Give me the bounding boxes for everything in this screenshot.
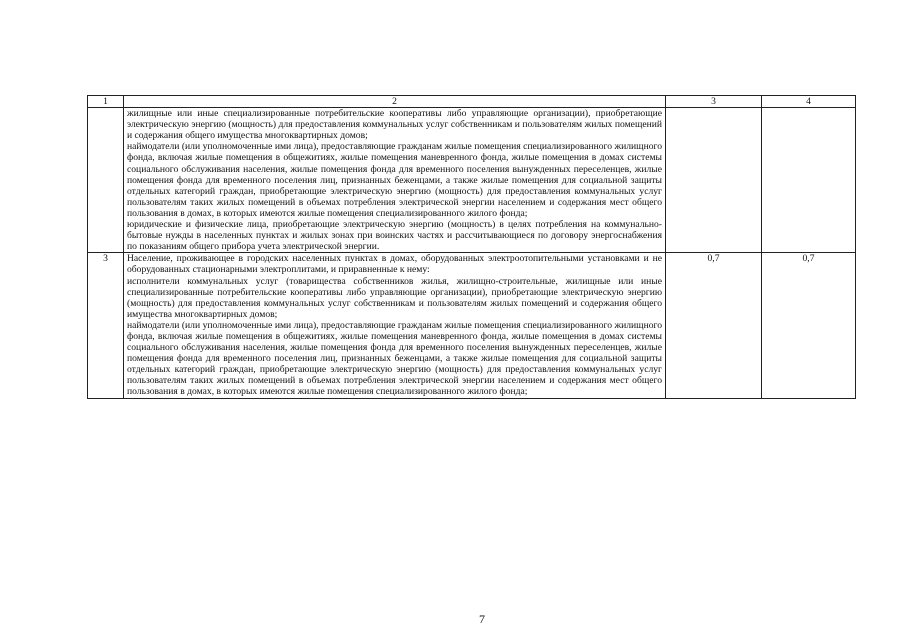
page-number: 7 — [479, 612, 485, 626]
table-header-row — [88, 96, 856, 108]
row-3-description — [124, 253, 666, 398]
paragraph: жилищные или иные специализированные потребительские кооперативы либо управляющие организации), приобретающие электрическую энергию (мощность) для предоставления коммунальных услуг собственникам и пользователям жилых помещений и содержания общего имущества многоквартирных домов; — [127, 108, 662, 142]
row-continued-col3 — [666, 108, 762, 253]
header-col-2: 2 — [124, 96, 666, 108]
row-continued-number — [88, 108, 124, 253]
paragraph: исполнители коммунальных услуг (товарищества собственников жилья, жилищно-строительные, жилищные или иные специализированные потребительские кооперативы либо управляющие организации), приобретающие электрическую энергию (мощность) для предоставления коммунальных услуг собственникам и пользователям жилых помещений и содержания общего имущества многоквартирных домов; — [127, 275, 662, 320]
paragraph: наймодатели (или уполномоченные ими лица), предоставляющие гражданам жилые помещения специализированного жилищного фонда, включая жилые помещения в общежитиях, жилые помещения маневренного фонда, жилые помещения в домах системы социального обслуживания населения, жилые помещения фонда для временного поселения вынужденных переселенцев, жилые помещения фонда для временного поселения лиц, признанных беженцами, а также жилые помещения для социальной защиты отдельных категорий граждан, приобретающие электрическую энергию (мощность) для предоставления коммунальных услуг пользователям таких жилых помещений в объемах потребления электрической энергии населением и содержания мест общего пользования в домах, в которых имеются жилые помещения специализированного жилого фонда; — [127, 141, 662, 219]
row-3-col3-value: 0,7 — [666, 253, 762, 398]
table-row-continued — [88, 108, 856, 253]
paragraph: юридические и физические лица, приобретающие электрическую энергию (мощность) в целях потребления на коммунально-бытовые нужды в населенных пунктах и жилых зонах при воинских частях и рассчитывающиеся по договору энергоснабжения по показаниям общего прибора учета электрической энергии. — [127, 219, 662, 253]
paragraph: наймодатели (или уполномоченные ими лица), предоставляющие гражданам жилые помещения специализированного жилищного фонда, включая жилые помещения в общежитиях, жилые помещения маневренного фонда, жилые помещения в домах системы социального обслуживания населения, жилые помещения фонда для временного поселения вынужденных переселенцев, жилые помещения фонда для временного поселения лиц, признанных беженцами, а также жилые помещения для социальной защиты отдельных категорий граждан, приобретающие электрическую энергию (мощность) для предоставления коммунальных услуг пользователям таких жилых помещений в объемах потребления электрической энергии населением и содержания мест общего пользования в домах, в которых имеются жилые помещения специализированного жилого фонда; — [127, 319, 662, 398]
row-continued-description — [124, 108, 666, 253]
row-3-number: 3 — [88, 253, 124, 398]
paragraph: Население, проживающее в городских населенных пунктах в домах, оборудованных электроотопительными установками и не оборудованных стационарными электроплитами, и приравненные к нему: — [127, 253, 662, 276]
header-col-1: 1 — [88, 96, 124, 108]
row-3-col4-value: 0,7 — [762, 253, 856, 398]
header-col-3: 3 — [666, 96, 762, 108]
tariff-table — [87, 95, 856, 399]
table-row-3 — [88, 253, 856, 398]
header-col-4: 4 — [762, 96, 856, 108]
row-continued-col4 — [762, 108, 856, 253]
